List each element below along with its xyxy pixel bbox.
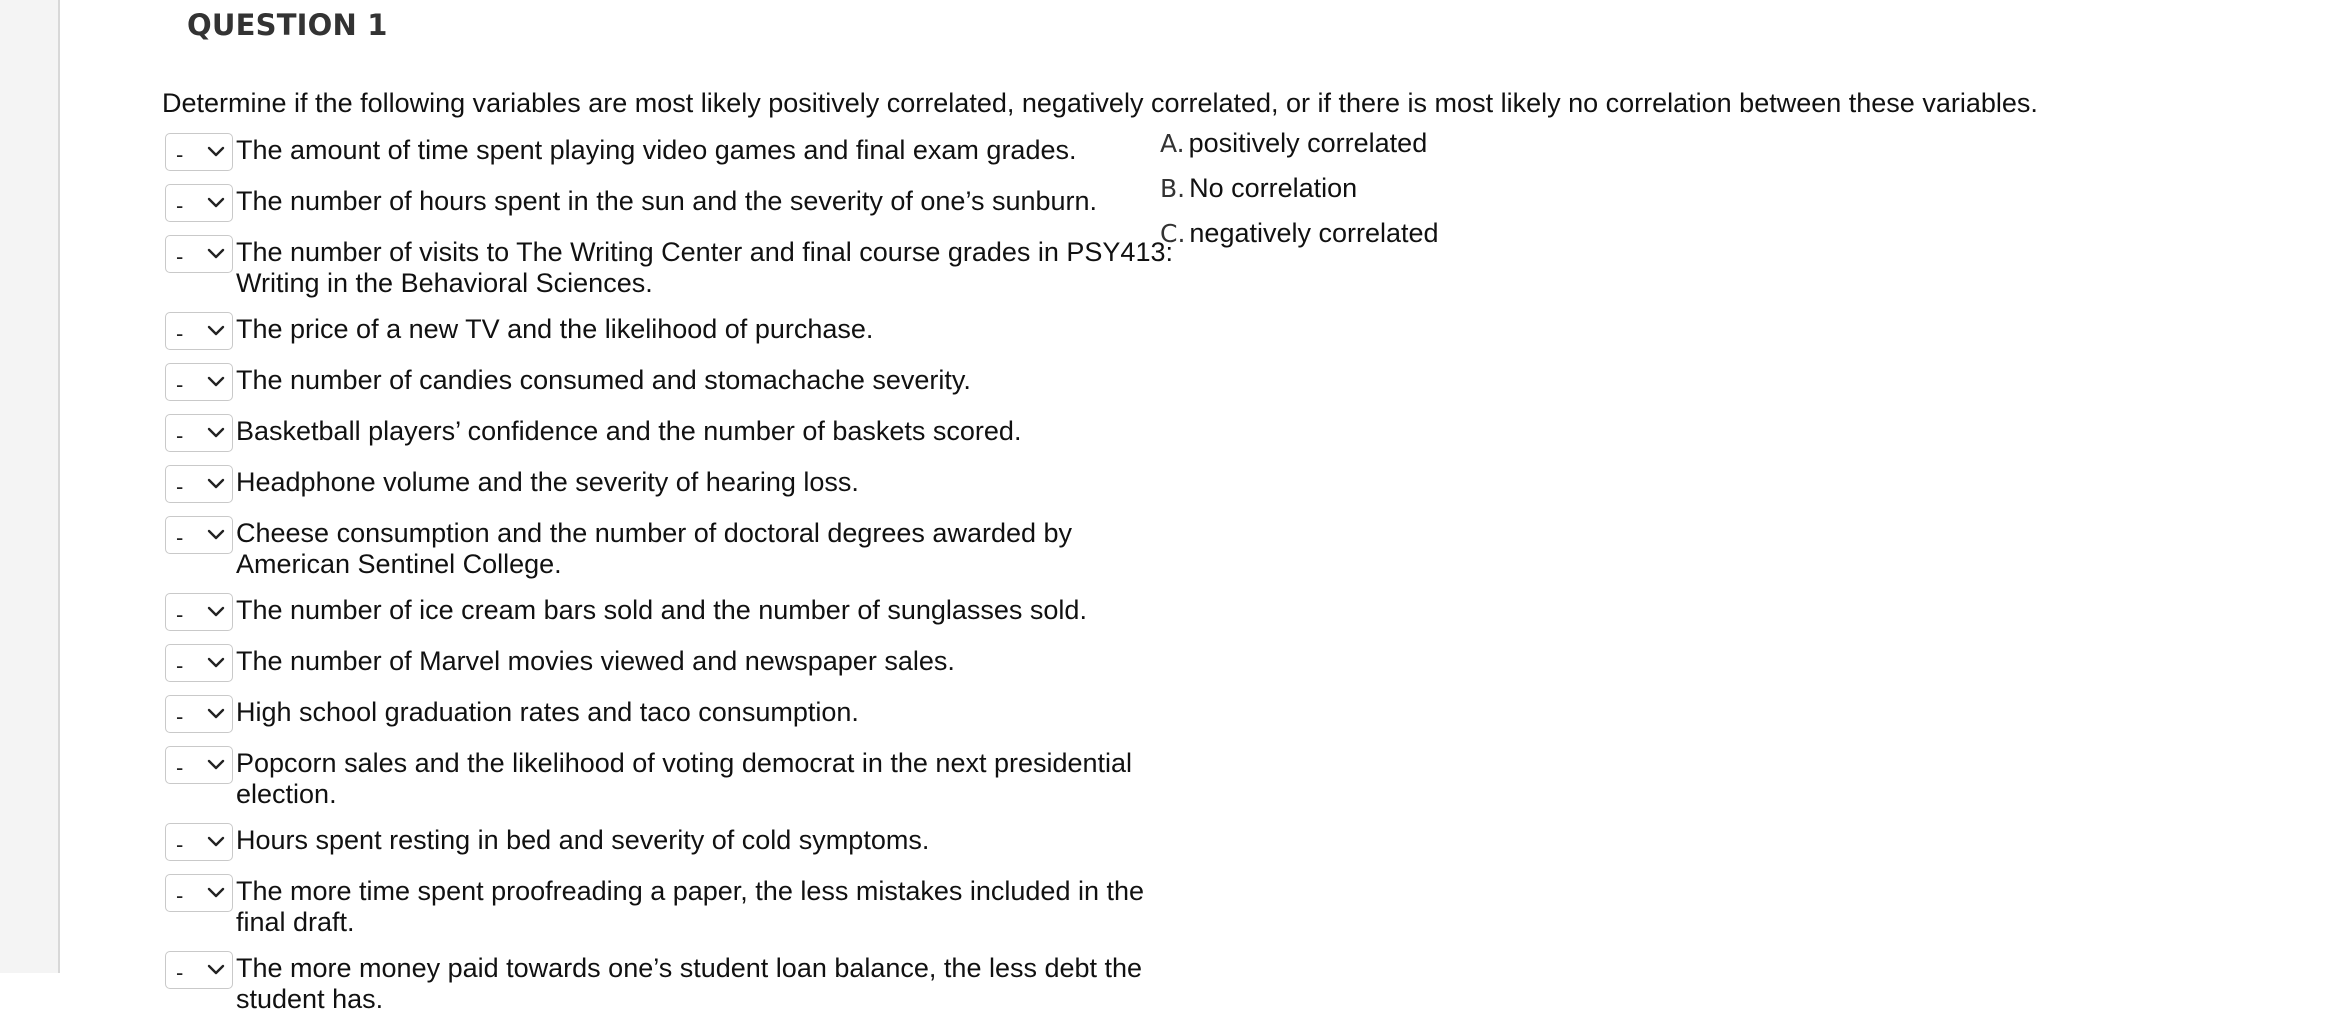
answer-dropdown[interactable] bbox=[165, 823, 233, 861]
matching-item bbox=[165, 233, 1175, 299]
answer-letter: B. bbox=[1160, 174, 1186, 203]
dropdown-selected-value: - bbox=[176, 193, 184, 218]
matching-item bbox=[165, 872, 1175, 938]
chevron-down-icon bbox=[206, 835, 226, 849]
answer-dropdown[interactable] bbox=[165, 951, 233, 989]
answer-dropdown[interactable] bbox=[165, 133, 233, 171]
answer-dropdown[interactable] bbox=[165, 184, 233, 222]
chevron-down-icon bbox=[206, 196, 226, 210]
matching-item bbox=[165, 361, 1175, 401]
chevron-down-icon bbox=[206, 247, 226, 261]
item-text: The number of ice cream bars sold and the number of sunglasses sold. bbox=[236, 595, 1087, 625]
matching-item bbox=[165, 591, 1175, 631]
dropdown-selected-value: - bbox=[176, 704, 184, 729]
question-instructions: Determine if the following variables are most likely positively correlated, negatively correlated, or if there is most likely no correlation between these variables. bbox=[162, 88, 2038, 118]
item-text: The number of Marvel movies viewed and newspaper sales. bbox=[236, 646, 955, 676]
item-text: The more time spent proofreading a paper, the less mistakes included in the final draft. bbox=[236, 876, 1145, 937]
left-rail bbox=[0, 0, 60, 973]
dropdown-selected-value: - bbox=[176, 321, 184, 346]
chevron-down-icon bbox=[206, 375, 226, 389]
item-text: Popcorn sales and the likelihood of voting democrat in the next presidential election. bbox=[236, 748, 1133, 809]
dropdown-selected-value: - bbox=[176, 423, 184, 448]
matching-item bbox=[165, 514, 1175, 580]
item-text: The price of a new TV and the likelihood of purchase. bbox=[236, 314, 874, 344]
dropdown-selected-value: - bbox=[176, 832, 184, 857]
chevron-down-icon bbox=[206, 963, 226, 977]
item-text: High school graduation rates and taco consumption. bbox=[236, 697, 859, 727]
chevron-down-icon bbox=[206, 886, 226, 900]
item-text: Basketball players’ confidence and the number of baskets scored. bbox=[236, 416, 1022, 446]
chevron-down-icon bbox=[206, 145, 226, 159]
item-text: The number of hours spent in the sun and the severity of one’s sunburn. bbox=[236, 186, 1098, 216]
answer-letter: A. bbox=[1160, 129, 1185, 158]
answer-dropdown[interactable] bbox=[165, 414, 233, 452]
dropdown-selected-value: - bbox=[176, 883, 184, 908]
matching-item bbox=[165, 949, 1175, 1015]
item-text: Headphone volume and the severity of hearing loss. bbox=[236, 467, 859, 497]
chevron-down-icon bbox=[206, 528, 226, 542]
item-text: The amount of time spent playing video games and final exam grades. bbox=[236, 135, 1077, 165]
answer-choice bbox=[1160, 218, 1439, 263]
answer-dropdown[interactable] bbox=[165, 644, 233, 682]
item-text: Hours spent resting in bed and severity of cold symptoms. bbox=[236, 825, 930, 855]
question-title: QUESTION 1 bbox=[187, 8, 388, 42]
item-text: Cheese consumption and the number of doctoral degrees awarded by American Sentinel College. bbox=[236, 518, 1073, 579]
item-text: The more money paid towards one’s student loan balance, the less debt the student has. bbox=[236, 953, 1143, 1014]
answer-dropdown[interactable] bbox=[165, 746, 233, 784]
chevron-down-icon bbox=[206, 477, 226, 491]
answer-dropdown[interactable] bbox=[165, 516, 233, 554]
item-text: The number of candies consumed and stomachache severity. bbox=[236, 365, 971, 395]
answer-choice bbox=[1160, 173, 1439, 218]
answer-dropdown[interactable] bbox=[165, 235, 233, 273]
matching-item bbox=[165, 693, 1175, 733]
dropdown-selected-value: - bbox=[176, 142, 184, 167]
matching-items-list bbox=[165, 131, 1175, 1026]
answer-choices-list bbox=[1160, 128, 1439, 263]
dropdown-selected-value: - bbox=[176, 525, 184, 550]
answer-choice bbox=[1160, 128, 1439, 173]
answer-text: negatively correlated bbox=[1189, 218, 1439, 248]
chevron-down-icon bbox=[206, 656, 226, 670]
dropdown-selected-value: - bbox=[176, 602, 184, 627]
dropdown-selected-value: - bbox=[176, 372, 184, 397]
matching-item bbox=[165, 463, 1175, 503]
answer-dropdown[interactable] bbox=[165, 695, 233, 733]
matching-item bbox=[165, 821, 1175, 861]
answer-dropdown[interactable] bbox=[165, 363, 233, 401]
answer-dropdown[interactable] bbox=[165, 593, 233, 631]
dropdown-selected-value: - bbox=[176, 653, 184, 678]
chevron-down-icon bbox=[206, 605, 226, 619]
chevron-down-icon bbox=[206, 426, 226, 440]
matching-item bbox=[165, 131, 1175, 171]
item-text: The number of visits to The Writing Center and final course grades in PSY413: Writing in the Behavioral Sciences. bbox=[236, 237, 1173, 298]
dropdown-selected-value: - bbox=[176, 244, 184, 269]
matching-item bbox=[165, 744, 1175, 810]
answer-letter: C. bbox=[1160, 219, 1186, 248]
answer-dropdown[interactable] bbox=[165, 465, 233, 503]
matching-item bbox=[165, 412, 1175, 452]
chevron-down-icon bbox=[206, 758, 226, 772]
matching-item bbox=[165, 182, 1175, 222]
chevron-down-icon bbox=[206, 324, 226, 338]
answer-text: No correlation bbox=[1189, 173, 1358, 203]
answer-dropdown[interactable] bbox=[165, 312, 233, 350]
answer-dropdown[interactable] bbox=[165, 874, 233, 912]
dropdown-selected-value: - bbox=[176, 755, 184, 780]
answer-text: positively correlated bbox=[1188, 128, 1428, 158]
dropdown-selected-value: - bbox=[176, 474, 184, 499]
matching-item bbox=[165, 310, 1175, 350]
matching-item bbox=[165, 642, 1175, 682]
dropdown-selected-value: - bbox=[176, 960, 184, 985]
chevron-down-icon bbox=[206, 707, 226, 721]
